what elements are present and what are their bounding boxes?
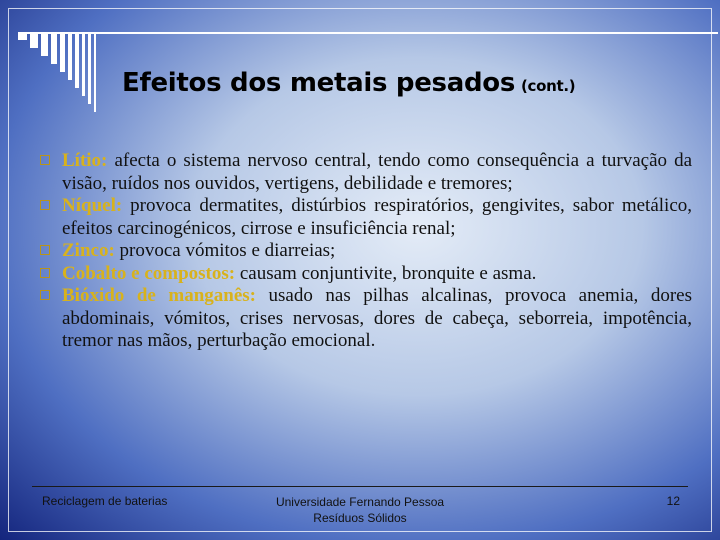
decorative-bar (18, 32, 27, 40)
decorative-bar (51, 32, 57, 64)
bullet-text: causam conjuntivite, bronquite e asma. (235, 262, 537, 284)
bullet-list (40, 150, 692, 353)
bullet-text: provoca dermatites, distúrbios respiratórios, gengivites, sabor metálico, efeitos carcinogénicos, cirrose e insuficiência renal; (62, 195, 692, 239)
decorative-bar (30, 32, 38, 48)
decorative-bar (41, 32, 48, 56)
footer-subject: Resíduos Sólidos (313, 511, 407, 525)
decorative-bar (60, 32, 65, 72)
hollow-square-bullet-icon (40, 268, 50, 278)
bullet-item-niquel (40, 195, 692, 240)
bullet-term: Cobalto e compostos: (62, 262, 236, 284)
slide-title-text: Efeitos dos metais pesados (122, 68, 515, 98)
slide-title (122, 68, 575, 98)
bullet-text: afecta o sistema nervoso central, tendo como consequência a turvação da visão, ruídos nos ouvidos, vertigens, debilidade e tremores; (62, 150, 692, 194)
bullet-item-litio (40, 150, 692, 195)
bullet-term: Zinco: (62, 240, 115, 261)
bullet-item-cobalto (40, 263, 692, 286)
footer-center (240, 494, 480, 526)
bullet-term: Bióxido de manganês: (62, 285, 256, 306)
bullet-text: usado nas pilhas alcalinas, provoca anemia, dores abdominais, vómitos, crises nervosas, dores de cabeça, seborreia, impotência, tremor nas mãos, perturbação emocional. (62, 285, 692, 351)
slide-title-suffix: (cont.) (521, 77, 576, 95)
decorative-top-line (18, 32, 718, 34)
bullet-text: provoca vómitos e diarreias; (114, 240, 336, 261)
hollow-square-bullet-icon (40, 290, 50, 300)
bullet-term: Níquel: (62, 195, 123, 216)
decorative-bar (68, 32, 72, 80)
footer-university: Universidade Fernando Pessoa (275, 495, 445, 509)
hollow-square-bullet-icon (40, 245, 50, 255)
footer-left-text: Reciclagem de baterias (42, 494, 168, 508)
bullet-item-bioxido-manganes (40, 285, 692, 353)
bullet-term: Lítio: (62, 150, 108, 171)
page-number: 12 (666, 494, 680, 508)
footer-divider (32, 486, 688, 487)
hollow-square-bullet-icon (40, 200, 50, 210)
decorative-bar (94, 32, 96, 112)
hollow-square-bullet-icon (40, 155, 50, 165)
decorative-bar (88, 32, 91, 104)
decorative-bar (75, 32, 79, 88)
decorative-bar (82, 32, 85, 96)
bullet-item-zinco (40, 240, 692, 263)
decorative-bars (18, 32, 138, 116)
